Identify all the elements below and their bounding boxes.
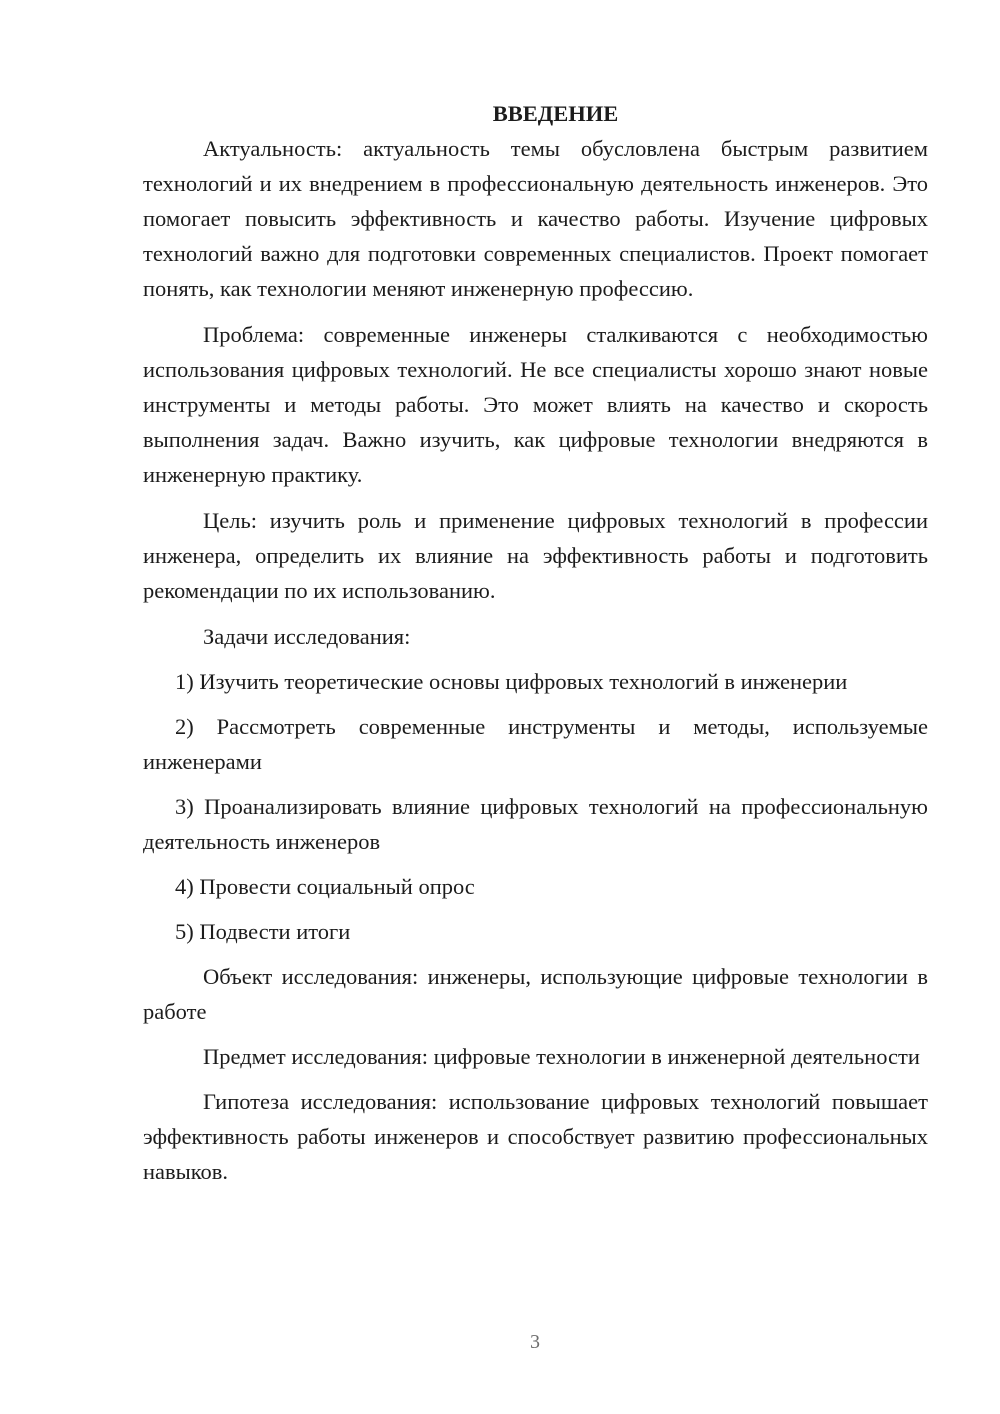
task-item-1: 1) Изучить теоретические основы цифровых технологий в инженерии bbox=[175, 669, 848, 694]
paragraph-goal: Цель: изучить роль и применение цифровых технологий в профессии инженера, определить их влияние на эффективность работы и подготовить рекомендации по их использованию. bbox=[143, 508, 928, 603]
task-list bbox=[143, 664, 928, 949]
tasks-title: Задачи исследования: bbox=[203, 624, 411, 649]
section-heading: ВВЕДЕНИЕ bbox=[492, 101, 619, 126]
paragraph-problem: Проблема: современные инженеры сталкиваются с необходимостью использования цифровых технологий. Не все специалисты хорошо знают новые инструменты и методы работы. Это может влиять на качество и скорость выполнения задач. Важно изучить, как цифровые технологии внедряются в инженерную практику. bbox=[143, 322, 928, 487]
page-content bbox=[143, 96, 928, 1189]
paragraph-object: Объект исследования: инженеры, использующие цифровые технологии в работе bbox=[143, 964, 928, 1024]
task-item-2: 2) Рассмотреть современные инструменты и методы, используемые инженерами bbox=[143, 714, 928, 774]
page-number: 3 bbox=[530, 1331, 540, 1353]
task-item-5: 5) Подвести итоги bbox=[175, 919, 351, 944]
paragraph-actuality: Актуальность: актуальность темы обусловлена быстрым развитием технологий и их внедрением в профессиональную деятельность инженеров. Это помогает повысить эффективность и качество работы. Изучение цифровых технологий важно для подготовки современных специалистов. Проект помогает понять, как технологии меняют инженерную профессию. bbox=[143, 136, 928, 301]
task-item-3: 3) Проанализировать влияние цифровых технологий на профессиональную деятельность инженеров bbox=[143, 794, 928, 854]
paragraph-subject: Предмет исследования: цифровые технологии в инженерной деятельности bbox=[203, 1044, 920, 1069]
task-item-4: 4) Провести социальный опрос bbox=[175, 874, 475, 899]
paragraph-hypothesis: Гипотеза исследования: использование цифровых технологий повышает эффективность работы инженеров и способствует развитию профессиональных навыков. bbox=[143, 1089, 928, 1184]
